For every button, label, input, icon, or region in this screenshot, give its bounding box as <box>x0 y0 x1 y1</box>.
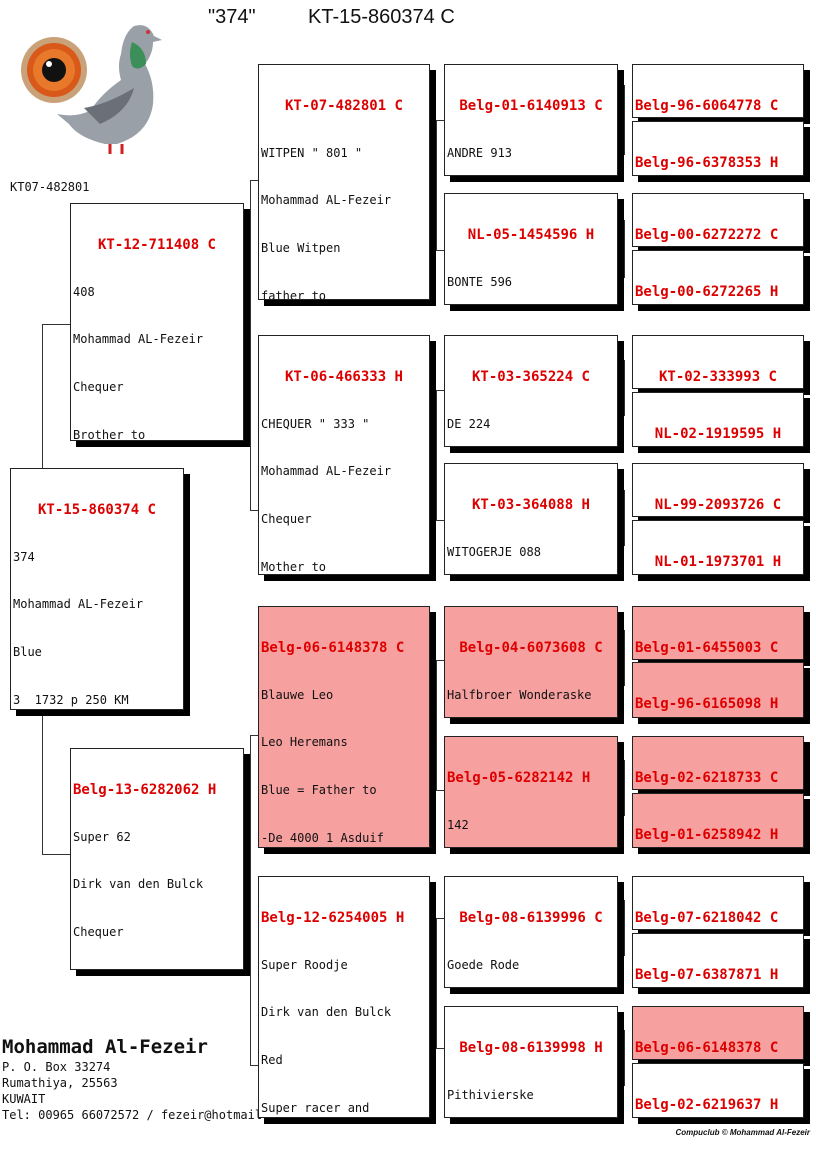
grandparent-card-4[interactable] <box>258 876 430 1118</box>
pigeon-name-title: "374" <box>208 6 256 28</box>
ring-number: Belg-08-6139996 C <box>459 909 603 926</box>
connector-line <box>436 918 437 1048</box>
great-grandparent-card-8[interactable] <box>444 1006 618 1118</box>
ring-number: KT-06-466333 H <box>284 368 403 385</box>
ring-number: Belg-08-6139998 H <box>459 1039 603 1056</box>
card-line: 374 <box>13 549 35 564</box>
connector-line <box>250 735 258 736</box>
ring-number: KT-15-860374 C <box>37 501 156 518</box>
subject-card[interactable] <box>10 468 184 710</box>
card-line: DE 224 <box>447 416 491 431</box>
ring-number: Belg-07-6218042 C <box>635 909 779 926</box>
owner-address-line: P. O. Box 33274 <box>2 1060 111 1074</box>
card-line: Leo Heremans <box>261 735 348 750</box>
ancestor-card-15[interactable] <box>632 1006 804 1060</box>
connector-line <box>624 220 625 278</box>
connector-line <box>250 510 258 511</box>
connector-line <box>624 490 625 546</box>
owner-address-line: Rumathiya, 25563 <box>2 1076 118 1090</box>
card-line: Mohammad AL-Fezeir <box>73 332 204 347</box>
ring-number: NL-02-1919595 H <box>654 425 782 442</box>
ring-number: KT-12-711408 C <box>97 236 216 253</box>
card-line: Chequer <box>73 925 124 940</box>
ring-number: Belg-02-6218733 C <box>635 769 779 786</box>
ancestor-card-11[interactable] <box>632 736 804 790</box>
connector-line <box>624 760 625 816</box>
ring-number: Belg-12-6254005 H <box>261 909 405 926</box>
great-grandparent-card-4[interactable] <box>444 463 618 575</box>
great-grandparent-card-3[interactable] <box>444 335 618 447</box>
ring-number: Belg-07-6387871 H <box>635 966 779 983</box>
ancestor-card-8[interactable] <box>632 520 804 575</box>
card-line: Mohammad AL-Fezeir <box>261 193 392 208</box>
card-line: Dirk van den Bulck <box>261 1005 392 1020</box>
card-line: BONTE 596 <box>447 274 513 289</box>
ancestor-card-3[interactable] <box>632 193 804 247</box>
ancestor-card-16[interactable] <box>632 1063 804 1118</box>
connector-line <box>42 710 43 854</box>
ring-number: KT-03-365224 C <box>471 368 590 385</box>
photo-caption: KT07-482801 <box>10 180 90 194</box>
grandparent-card-1[interactable] <box>258 64 430 300</box>
great-grandparent-card-5[interactable] <box>444 606 618 718</box>
ring-number: Belg-96-6064778 C <box>635 97 779 114</box>
card-line: Mother to <box>261 559 327 574</box>
card-line: Goede Rode <box>447 957 520 972</box>
connector-line <box>624 630 625 686</box>
grandparent-card-3[interactable] <box>258 606 430 848</box>
ancestor-card-6[interactable] <box>632 392 804 447</box>
great-grandparent-card-1[interactable] <box>444 64 618 176</box>
ring-number: NL-05-1454596 H <box>467 226 595 243</box>
ancestor-card-2[interactable] <box>632 121 804 176</box>
sire-card[interactable] <box>70 203 244 441</box>
connector-line <box>624 1030 625 1086</box>
card-line: CHEQUER " 333 " <box>261 416 370 431</box>
card-line: Chequer <box>261 512 312 527</box>
card-line: Mohammad AL-Fezeir <box>13 597 144 612</box>
owner-name: Mohammad Al-Fezeir <box>2 1036 208 1058</box>
ring-number: KT-03-364088 H <box>471 496 590 513</box>
eye-icon <box>21 37 87 103</box>
card-line: Blauwe Leo <box>261 687 334 702</box>
ancestor-card-1[interactable] <box>632 64 804 118</box>
ring-number: Belg-06-6148378 C <box>261 639 405 656</box>
ring-number-title: KT-15-860374 C <box>308 6 455 28</box>
owner-contact-line[interactable]: Tel: 00965 66072572 / fezeir@hotmail. <box>2 1108 270 1122</box>
ancestor-card-10[interactable] <box>632 662 804 718</box>
card-line: Mohammad AL-Fezeir <box>261 464 392 479</box>
connector-line <box>624 900 625 956</box>
ring-number: KT-07-482801 C <box>284 97 403 114</box>
connector-line <box>436 660 437 790</box>
owner-address-line: KUWAIT <box>2 1092 46 1106</box>
card-line: ANDRE 913 <box>447 145 513 160</box>
connector-line <box>42 324 70 325</box>
ring-number: Belg-01-6455003 C <box>635 639 779 656</box>
ring-number: Belg-02-6219637 H <box>635 1096 779 1113</box>
card-line: Brother to <box>73 427 146 441</box>
card-line: Chequer <box>73 380 124 395</box>
ancestor-card-14[interactable] <box>632 933 804 988</box>
ring-number: Belg-05-6282142 H <box>447 769 591 786</box>
card-line: 408 <box>73 284 95 299</box>
connector-line <box>624 85 625 155</box>
card-line: Super racer and <box>261 1100 370 1115</box>
connector-line <box>42 324 43 471</box>
card-line: Blue = Father to <box>261 783 377 798</box>
card-line: Halfbroer Wonderaske <box>447 687 592 702</box>
card-line: -De 4000 1 Asduif <box>261 830 384 845</box>
connector-line <box>624 360 625 416</box>
ring-number: Belg-01-6140913 C <box>459 97 603 114</box>
ring-number: Belg-04-6073608 C <box>459 639 603 656</box>
card-line: father to <box>261 288 327 300</box>
card-line: Blue Witpen <box>261 241 341 256</box>
card-line: WITOGERJE 088 <box>447 544 541 559</box>
ring-number: Belg-00-6272272 C <box>635 226 779 243</box>
ancestor-card-5[interactable] <box>632 335 804 389</box>
ancestor-card-12[interactable] <box>632 793 804 848</box>
dam-card[interactable] <box>70 748 244 970</box>
connector-line <box>436 390 437 520</box>
connector-line <box>42 854 70 855</box>
card-line: Red <box>261 1053 283 1068</box>
connector-line <box>250 180 258 181</box>
ancestor-card-13[interactable] <box>632 876 804 930</box>
card-line: 3 1732 p 250 KM <box>13 692 129 707</box>
great-grandparent-card-2[interactable] <box>444 193 618 305</box>
grandparent-card-2[interactable] <box>258 335 430 575</box>
card-line: Blue <box>13 645 42 660</box>
ring-number: Belg-06-6148378 C <box>635 1039 779 1056</box>
connector-line <box>250 180 251 510</box>
ancestor-card-7[interactable] <box>632 463 804 517</box>
ring-number: NL-99-2093726 C <box>654 496 782 513</box>
great-grandparent-card-7[interactable] <box>444 876 618 988</box>
great-grandparent-card-6[interactable] <box>444 736 618 848</box>
ring-number: Belg-96-6378353 H <box>635 154 779 171</box>
footer-credit: Compuclub © Mohammad Al-Fezeir <box>675 1128 810 1137</box>
ancestor-card-4[interactable] <box>632 250 804 305</box>
card-line: WITPEN " 801 " <box>261 145 363 160</box>
card-line: Pithivierske <box>447 1087 534 1102</box>
connector-line <box>436 120 437 250</box>
card-line: Super 62 <box>73 829 131 844</box>
connector-line <box>250 735 251 1065</box>
ring-number: Belg-00-6272265 H <box>635 283 779 300</box>
ring-number: Belg-13-6282062 H <box>73 781 217 798</box>
pigeon-photo <box>14 12 174 162</box>
ring-number: Belg-01-6258942 H <box>635 826 779 843</box>
connector-line <box>250 1065 258 1066</box>
card-line: 142 <box>447 817 469 832</box>
ring-number: NL-01-1973701 H <box>654 553 782 570</box>
ring-number: KT-02-333993 C <box>658 368 777 385</box>
card-line: Dirk van den Bulck <box>73 877 204 892</box>
card-line: Super Roodje <box>261 957 348 972</box>
ring-number: Belg-96-6165098 H <box>635 695 779 712</box>
ancestor-card-9[interactable] <box>632 606 804 660</box>
